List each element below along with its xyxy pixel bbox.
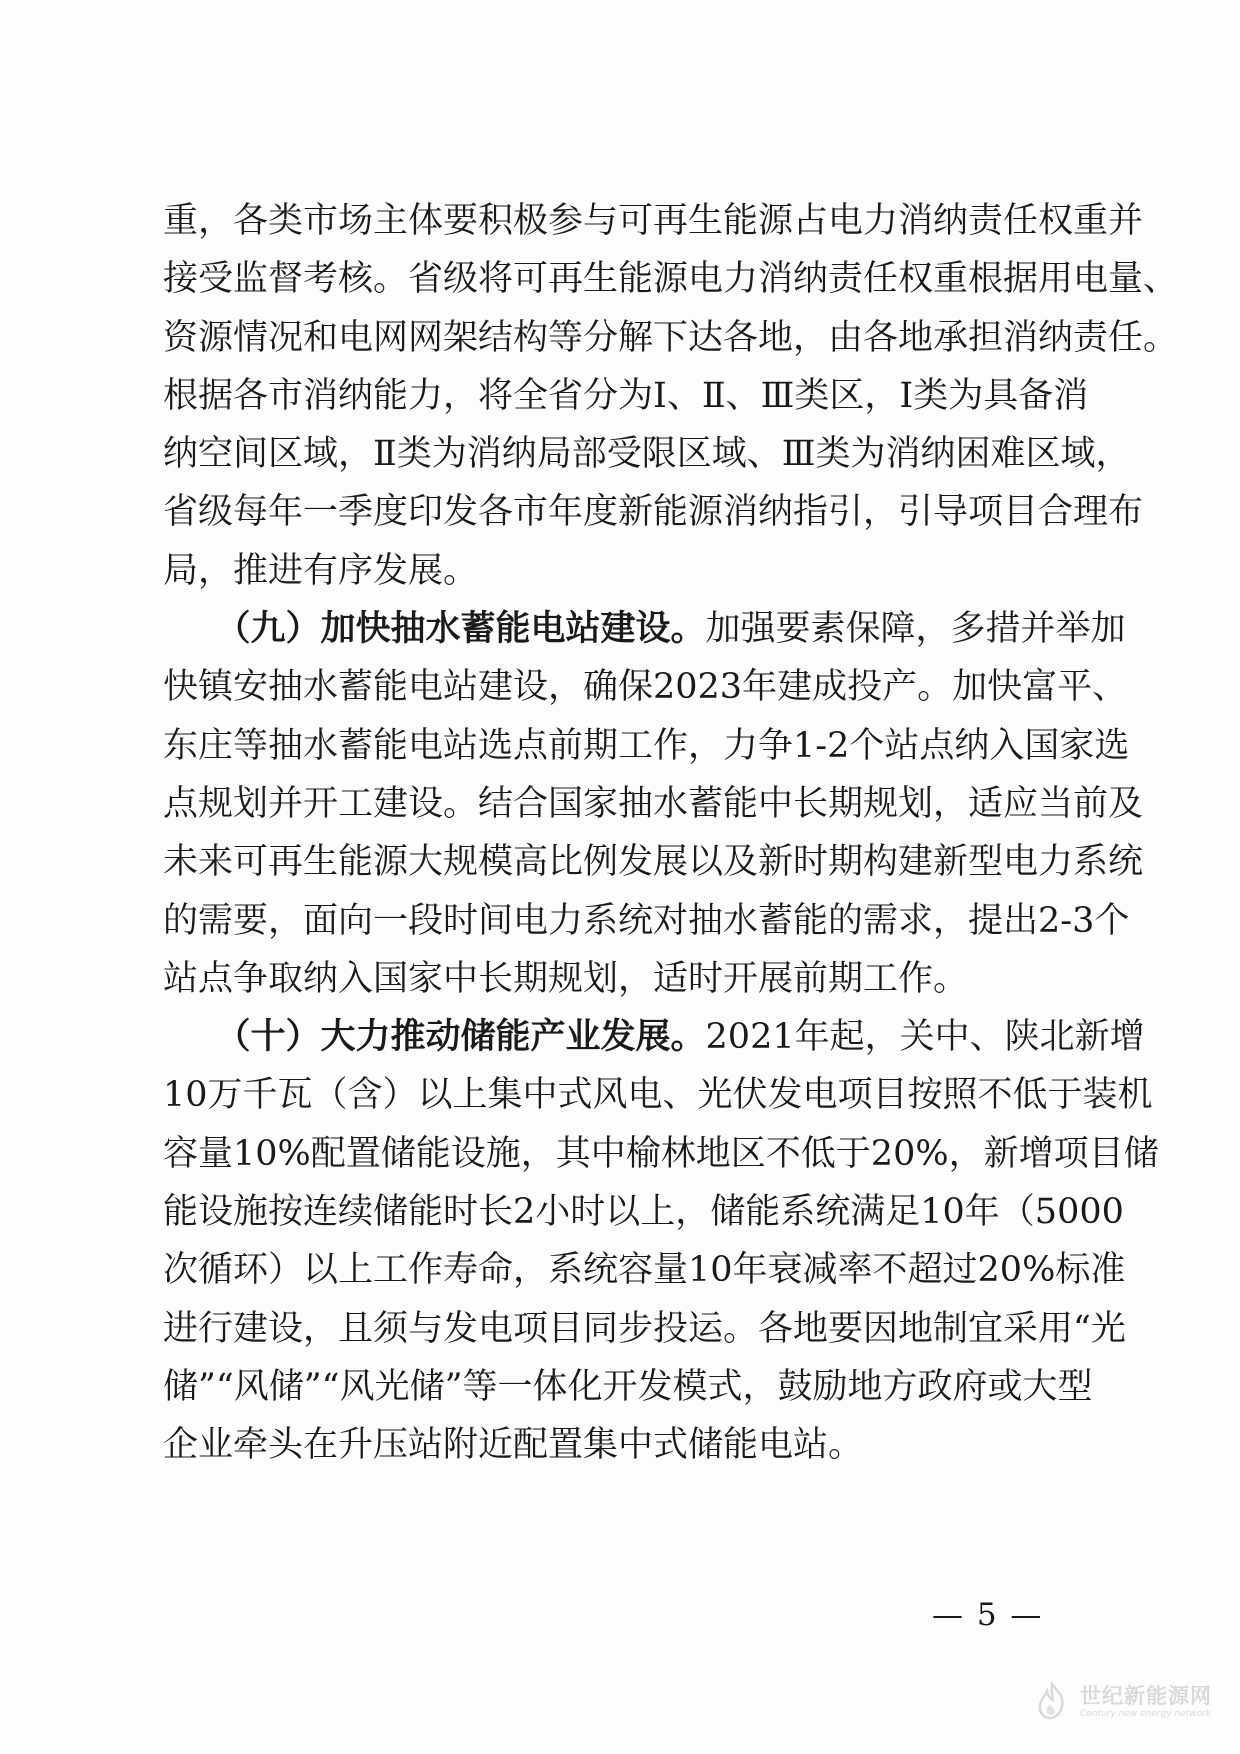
text-line: 东庄等抽水蓄能电站选点前期工作，力争1-2个站点纳入国家选 bbox=[163, 725, 1130, 766]
text-line: 容量10%配置储能设施，其中榆林地区不低于20%，新增项目储 bbox=[163, 1133, 1159, 1174]
paragraph-10-first-text: 2021年起，关中、陕北新增 bbox=[705, 1017, 1145, 1058]
text-line: 的需要，面向一段时间电力系统对抽水蓄能的需求，提出2-3个 bbox=[163, 900, 1130, 941]
text-line: 接受监督考核。省级将可再生能源电力消纳责任权重根据用电量、 bbox=[163, 259, 1179, 300]
text-line: 点规划并开工建设。结合国家抽水蓄能中长期规划，适应当前及 bbox=[163, 783, 1144, 824]
text-line: 局，推进有序发展。 bbox=[163, 550, 479, 591]
text-line: 站点争取纳入国家中长期规划，适时开展前期工作。 bbox=[163, 958, 969, 999]
text-line: 根据各市消纳能力，将全省分为Ⅰ、Ⅱ、Ⅲ类区，Ⅰ类为具备消 bbox=[163, 375, 1089, 416]
text-line: 纳空间区域，Ⅱ类为消纳局部受限区域、Ⅲ类为消纳困难区域， bbox=[163, 434, 1131, 475]
watermark-title: 世纪新能源网 bbox=[1080, 1683, 1212, 1708]
paragraph-10-heading: （十）大力推动储能产业发展。 bbox=[233, 1016, 706, 1058]
text-line: 次循环）以上工作寿命，系统容量10年衰减率不超过20%标准 bbox=[163, 1250, 1126, 1291]
text-line: 重，各类市场主体要积极参与可再生能源占电力消纳责任权重并 bbox=[163, 201, 1144, 241]
text-line: 快镇安抽水蓄能电站建设，确保2023年建成投产。加快富平、 bbox=[163, 667, 1128, 708]
flame-logo-icon bbox=[1030, 1680, 1074, 1724]
document-body bbox=[163, 192, 1179, 1475]
watermark-subtitle: Century new energy network bbox=[1080, 1708, 1212, 1719]
paragraph-9-first-line bbox=[163, 600, 1126, 658]
page-number: — 5 — bbox=[932, 1597, 1044, 1633]
watermark bbox=[1030, 1680, 1212, 1724]
paragraph-9-heading: （九）加快抽水蓄能电站建设。 bbox=[233, 608, 706, 650]
paragraph-9-first-text: 加强要素保障，多措并举加 bbox=[705, 609, 1126, 650]
watermark-text bbox=[1080, 1683, 1212, 1719]
text-line: 进行建设，且须与发电项目同步投运。各地要因地制宜采用“光 bbox=[163, 1308, 1126, 1349]
text-line: 资源情况和电网网架结构等分解下达各地，由各地承担消纳责任。 bbox=[163, 317, 1179, 358]
text-line: 省级每年一季度印发各市年度新能源消纳指引，引导项目合理布 bbox=[163, 492, 1144, 533]
text-line: 未来可再生能源大规模高比例发展以及新时期构建新型电力系统 bbox=[163, 842, 1144, 883]
paragraph-10-first-line bbox=[163, 1008, 1145, 1066]
text-line: 储”“风储”“风光储”等一体化开发模式，鼓励地方政府或大型 bbox=[163, 1366, 1093, 1407]
text-line: 10万千瓦（含）以上集中式风电、光伏发电项目按照不低于装机 bbox=[163, 1075, 1153, 1116]
text-line: 企业牵头在升压站附近配置集中式储能电站。 bbox=[163, 1425, 864, 1466]
text-line: 能设施按连续储能时长2小时以上，储能系统满足10年（5000 bbox=[163, 1192, 1124, 1233]
